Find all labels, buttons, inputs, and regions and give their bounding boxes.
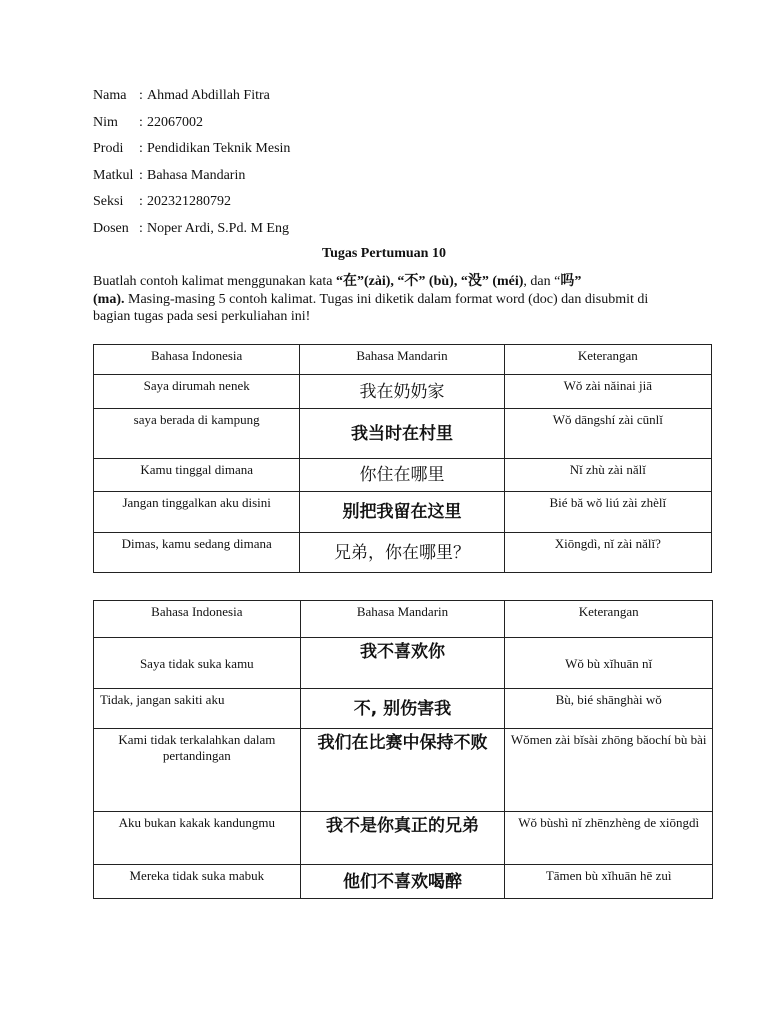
cell-mandarin: 我不喜欢你 — [300, 638, 505, 689]
cell-keterangan: Wǒmen zài bǐsài zhōng bǎochí bù bài — [505, 729, 713, 812]
keyword-pinyin: ” (méi) — [481, 274, 524, 289]
table-row — [94, 459, 712, 492]
table-header-row — [94, 601, 713, 638]
cell-indonesia: Kami tidak terkalahkan dalam pertandingan — [94, 729, 301, 812]
identity-label: Dosen — [93, 220, 129, 236]
table-row — [94, 492, 712, 533]
cell-indonesia: Saya tidak suka kamu — [94, 638, 301, 689]
table-row — [94, 409, 712, 459]
instruction-paragraph — [93, 273, 653, 326]
cell-indonesia: Jangan tinggalkan aku disini — [94, 492, 300, 533]
cell-indonesia: Dimas, kamu sedang dimana — [94, 533, 300, 573]
cell-indonesia: Tidak, jangan sakiti aku — [94, 689, 301, 729]
header-bahasa-mandarin: Bahasa Mandarin — [300, 345, 504, 375]
cell-indonesia: Mereka tidak suka mabuk — [94, 865, 301, 899]
instruction-text: , dan “ — [523, 274, 561, 289]
identity-label: Nama — [93, 88, 127, 103]
identity-value: 202321280792 — [147, 194, 231, 209]
identity-row-matkul — [93, 167, 290, 194]
table-row — [94, 729, 713, 812]
identity-value: Pendidikan Teknik Mesin — [147, 141, 291, 156]
cell-indonesia: Aku bukan kakak kandungmu — [94, 812, 301, 865]
keyword-char: 不 — [404, 273, 419, 289]
cell-indonesia: Saya dirumah nenek — [94, 375, 300, 409]
cell-mandarin: 我当时在村里 — [300, 409, 504, 459]
cell-mandarin: 我在奶奶家 — [300, 375, 504, 409]
identity-value: 22067002 — [147, 114, 203, 130]
identity-row-dosen — [93, 220, 290, 247]
cell-keterangan: Wǒ bùshì nǐ zhēnzhèng de xiōngdì — [505, 812, 713, 865]
identity-row-nama — [93, 87, 290, 114]
header-bahasa-indonesia: Bahasa Indonesia — [94, 345, 300, 375]
keyword-char: 在 — [342, 273, 357, 289]
table-bu — [93, 600, 713, 899]
cell-mandarin: 我不是你真正的兄弟 — [300, 812, 505, 865]
identity-label: Prodi — [93, 141, 124, 156]
header-keterangan: Keterangan — [504, 345, 711, 375]
header-bahasa-mandarin: Bahasa Mandarin — [300, 601, 505, 638]
header-bahasa-indonesia: Bahasa Indonesia — [94, 601, 301, 638]
header-keterangan: Keterangan — [505, 601, 713, 638]
table-row — [94, 533, 712, 573]
instruction-text: Masing-masing 5 contoh kalimat. Tugas ini diketik dalam format word (doc) dan disubmit di bagian tugas pada sesi perkuliahan ini! — [93, 291, 649, 324]
instruction-text: Buatlah contoh kalimat menggunakan kata — [93, 274, 336, 289]
cell-keterangan: Wǒ dāngshí zài cūnlǐ — [504, 409, 711, 459]
cell-indonesia: saya berada di kampung — [94, 409, 300, 459]
identity-row-nim — [93, 114, 290, 141]
cell-mandarin: 不, 别伤害我 — [300, 689, 505, 729]
table-row — [94, 689, 713, 729]
identity-separator: : — [139, 167, 143, 183]
cell-keterangan: Bié bǎ wǒ liú zài zhèlǐ — [504, 492, 711, 533]
table-zai — [93, 344, 712, 573]
identity-row-seksi — [93, 193, 290, 220]
table-row — [94, 638, 713, 689]
keyword-char: 吗 — [560, 273, 575, 289]
cell-keterangan: Wǒ bù xǐhuān nǐ — [505, 638, 713, 689]
quote-mark: ” — [574, 274, 582, 289]
identity-label: Seksi — [93, 194, 124, 209]
identity-separator: : — [139, 194, 143, 209]
cell-mandarin: 兄弟，你在哪里？ — [300, 533, 504, 573]
identity-separator: : — [139, 141, 143, 156]
identity-value: Ahmad Abdillah Fitra — [147, 88, 270, 103]
cell-mandarin: 我们在比赛中保持不败 — [300, 729, 505, 812]
cell-mandarin: 别把我留在这里 — [300, 492, 504, 533]
identity-value: Bahasa Mandarin — [147, 167, 246, 183]
keyword-zai — [336, 274, 523, 289]
identity-row-prodi — [93, 140, 290, 167]
keyword-pinyin: ”(zài), “ — [356, 274, 405, 289]
cell-keterangan: Bù, bié shānghài wǒ — [505, 689, 713, 729]
table-row — [94, 375, 712, 409]
cell-keterangan: Wǒ zài nǎinai jiā — [504, 375, 711, 409]
cell-indonesia: Kamu tinggal dimana — [94, 459, 300, 492]
assignment-title: Tugas Pertumuan 10 — [322, 246, 446, 261]
table-row — [94, 865, 713, 899]
keyword-char: 没 — [467, 273, 482, 289]
cell-keterangan: Nǐ zhù zài nǎlǐ — [504, 459, 711, 492]
identity-block — [93, 87, 290, 246]
identity-label: Matkul — [93, 167, 134, 183]
identity-separator: : — [139, 220, 143, 236]
identity-separator: : — [139, 88, 143, 103]
table-row — [94, 812, 713, 865]
table-header-row — [94, 345, 712, 375]
quote-mark: “ — [335, 274, 343, 289]
keyword-pinyin: ” (bù), “ — [418, 274, 468, 289]
cell-mandarin: 他们不喜欢喝醉 — [300, 865, 505, 899]
cell-mandarin: 你住在哪里 — [300, 459, 504, 492]
identity-label: Nim — [93, 114, 118, 130]
identity-value: Noper Ardi, S.Pd. M Eng — [147, 220, 289, 236]
identity-separator: : — [139, 114, 143, 130]
cell-keterangan: Tāmen bù xǐhuān hē zuì — [505, 865, 713, 899]
cell-keterangan: Xiōngdì, nǐ zài nǎlǐ? — [504, 533, 711, 573]
keyword-pinyin: (ma). — [93, 291, 125, 307]
